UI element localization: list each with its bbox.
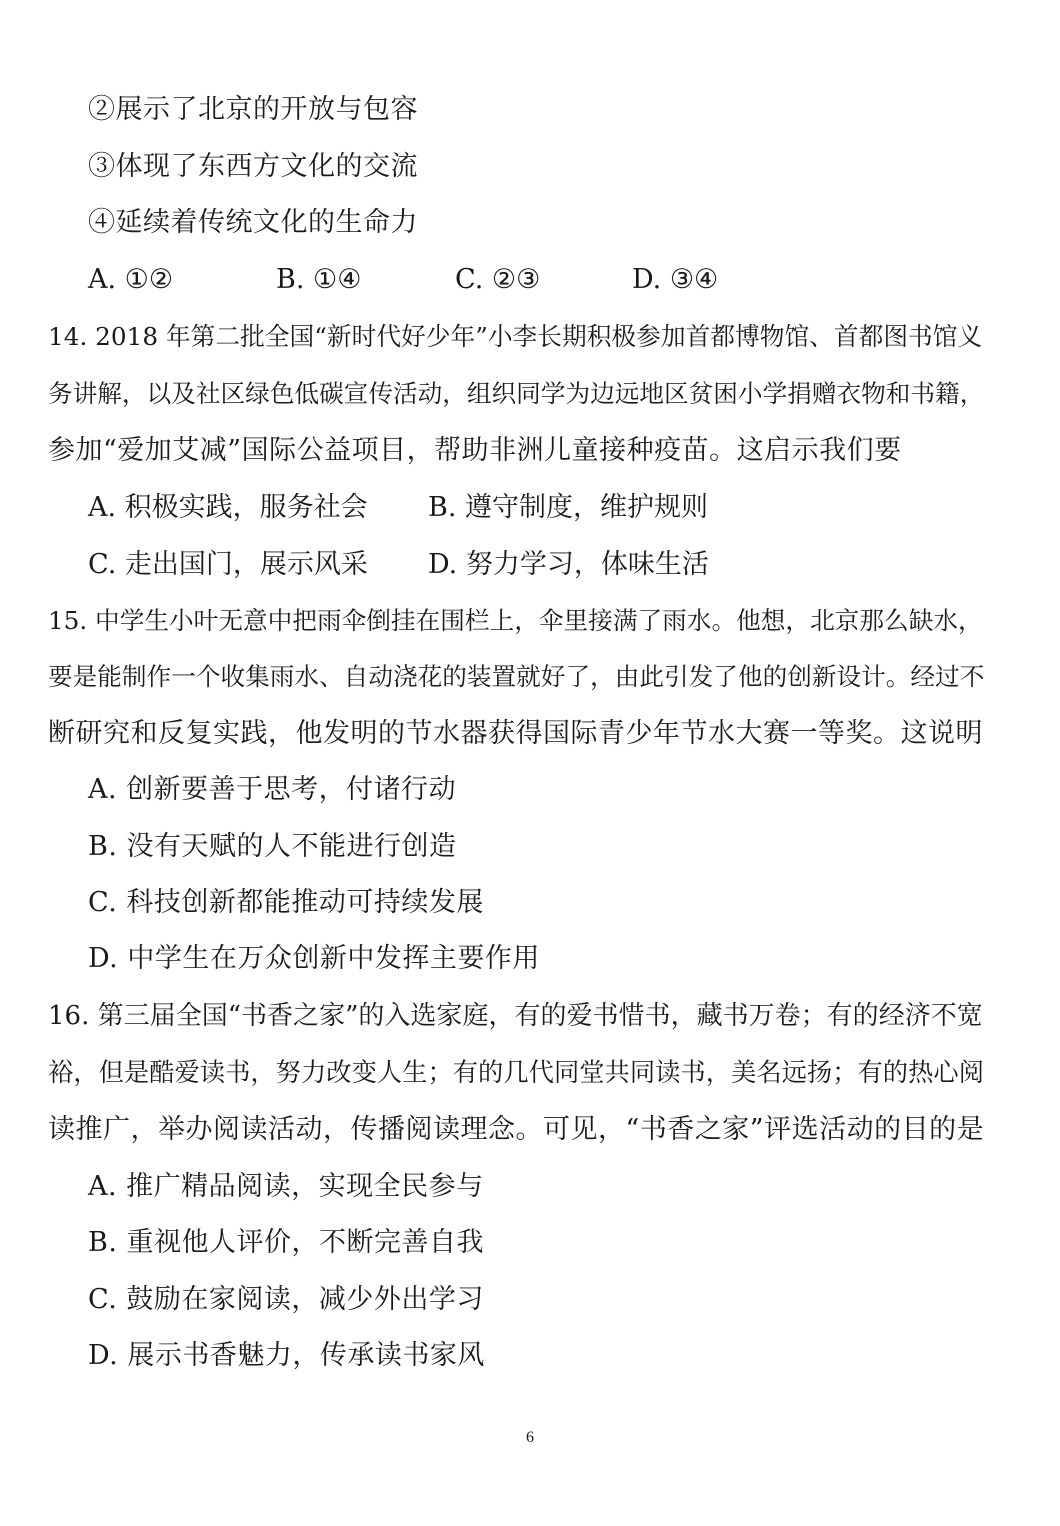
q14-stem-line-2: 务讲解，以及社区绿色低碳宣传活动，组织同学为边远地区贫困小学捐赠衣物和书籍， <box>48 379 985 408</box>
q15-stem-line-2: 要是能制作一个收集雨水、自动浇花的装置就好了，由此引发了他的创新设计。经过不 <box>48 662 985 691</box>
q14-stem-line-3: 参加“爱加艾减”国际公益项目，帮助非洲儿童接种疫苗。这启示我们要 <box>48 435 902 466</box>
q14-stem-line-1: 14. 2018 年第二批全国“新时代好少年”小李长期积极参加首都博物馆、首都图书馆义 <box>48 322 983 351</box>
q14-option-b: B. 遵守制度，维护规则 <box>428 492 709 523</box>
q14-options-row-1 <box>0 491 1060 525</box>
q15-stem-line-1: 15. 中学生小叶无意中把雨伞倒挂在围栏上，伞里接满了雨水。他想，北京那么缺水， <box>48 606 983 635</box>
statement-4: ④延续着传统文化的生命力 <box>88 207 418 238</box>
q16-option-b: B. 重视他人评价，不断完善自我 <box>88 1227 485 1258</box>
q15-option-c: C. 科技创新都能推动可持续发展 <box>88 887 484 918</box>
q15-option-b: B. 没有天赋的人不能进行创造 <box>88 831 457 862</box>
q15-option-d: D. 中学生在万众创新中发挥主要作用 <box>88 943 540 974</box>
q13-options <box>0 263 1060 297</box>
q13-option-a: A. ①② <box>88 264 174 295</box>
q14-options-row-2 <box>0 548 1060 582</box>
q13-option-b: B. ①④ <box>276 264 362 295</box>
q14-option-d: D. 努力学习，体味生活 <box>428 549 709 580</box>
q16-stem-line-3: 读推广，举办阅读活动，传播阅读理念。可见，“书香之家”评选活动的目的是 <box>48 1114 985 1145</box>
q16-option-a: A. 推广精品阅读，实现全民参与 <box>88 1171 484 1202</box>
q14-option-c: C. 走出国门，展示风采 <box>88 549 368 580</box>
q16-option-c: C. 鼓励在家阅读，减少外出学习 <box>88 1284 484 1315</box>
statement-2: ②展示了北京的开放与包容 <box>88 94 418 125</box>
q13-option-c: C. ②③ <box>455 264 541 295</box>
q15-option-a: A. 创新要善于思考，付诸行动 <box>88 774 457 805</box>
q15-stem-line-3: 断研究和反复实践，他发明的节水器获得国际青少年节水大赛一等奖。这说明 <box>48 718 983 749</box>
page-number: 6 <box>526 1429 534 1446</box>
q16-stem-line-2: 裕，但是酷爱读书，努力改变人生；有的几代同堂共同读书，美名远扬；有的热心阅 <box>48 1058 984 1087</box>
q16-option-d: D. 展示书香魅力，传承读书家风 <box>88 1340 485 1371</box>
q16-stem-line-1: 16. 第三届全国“书香之家”的入选家庭，有的爱书惜书，藏书万卷；有的经济不宽 <box>48 1001 983 1031</box>
q14-option-a: A. 积极实践，服务社会 <box>88 492 368 523</box>
statement-3: ③体现了东西方文化的交流 <box>88 151 418 182</box>
q13-option-d: D. ③④ <box>632 264 719 295</box>
